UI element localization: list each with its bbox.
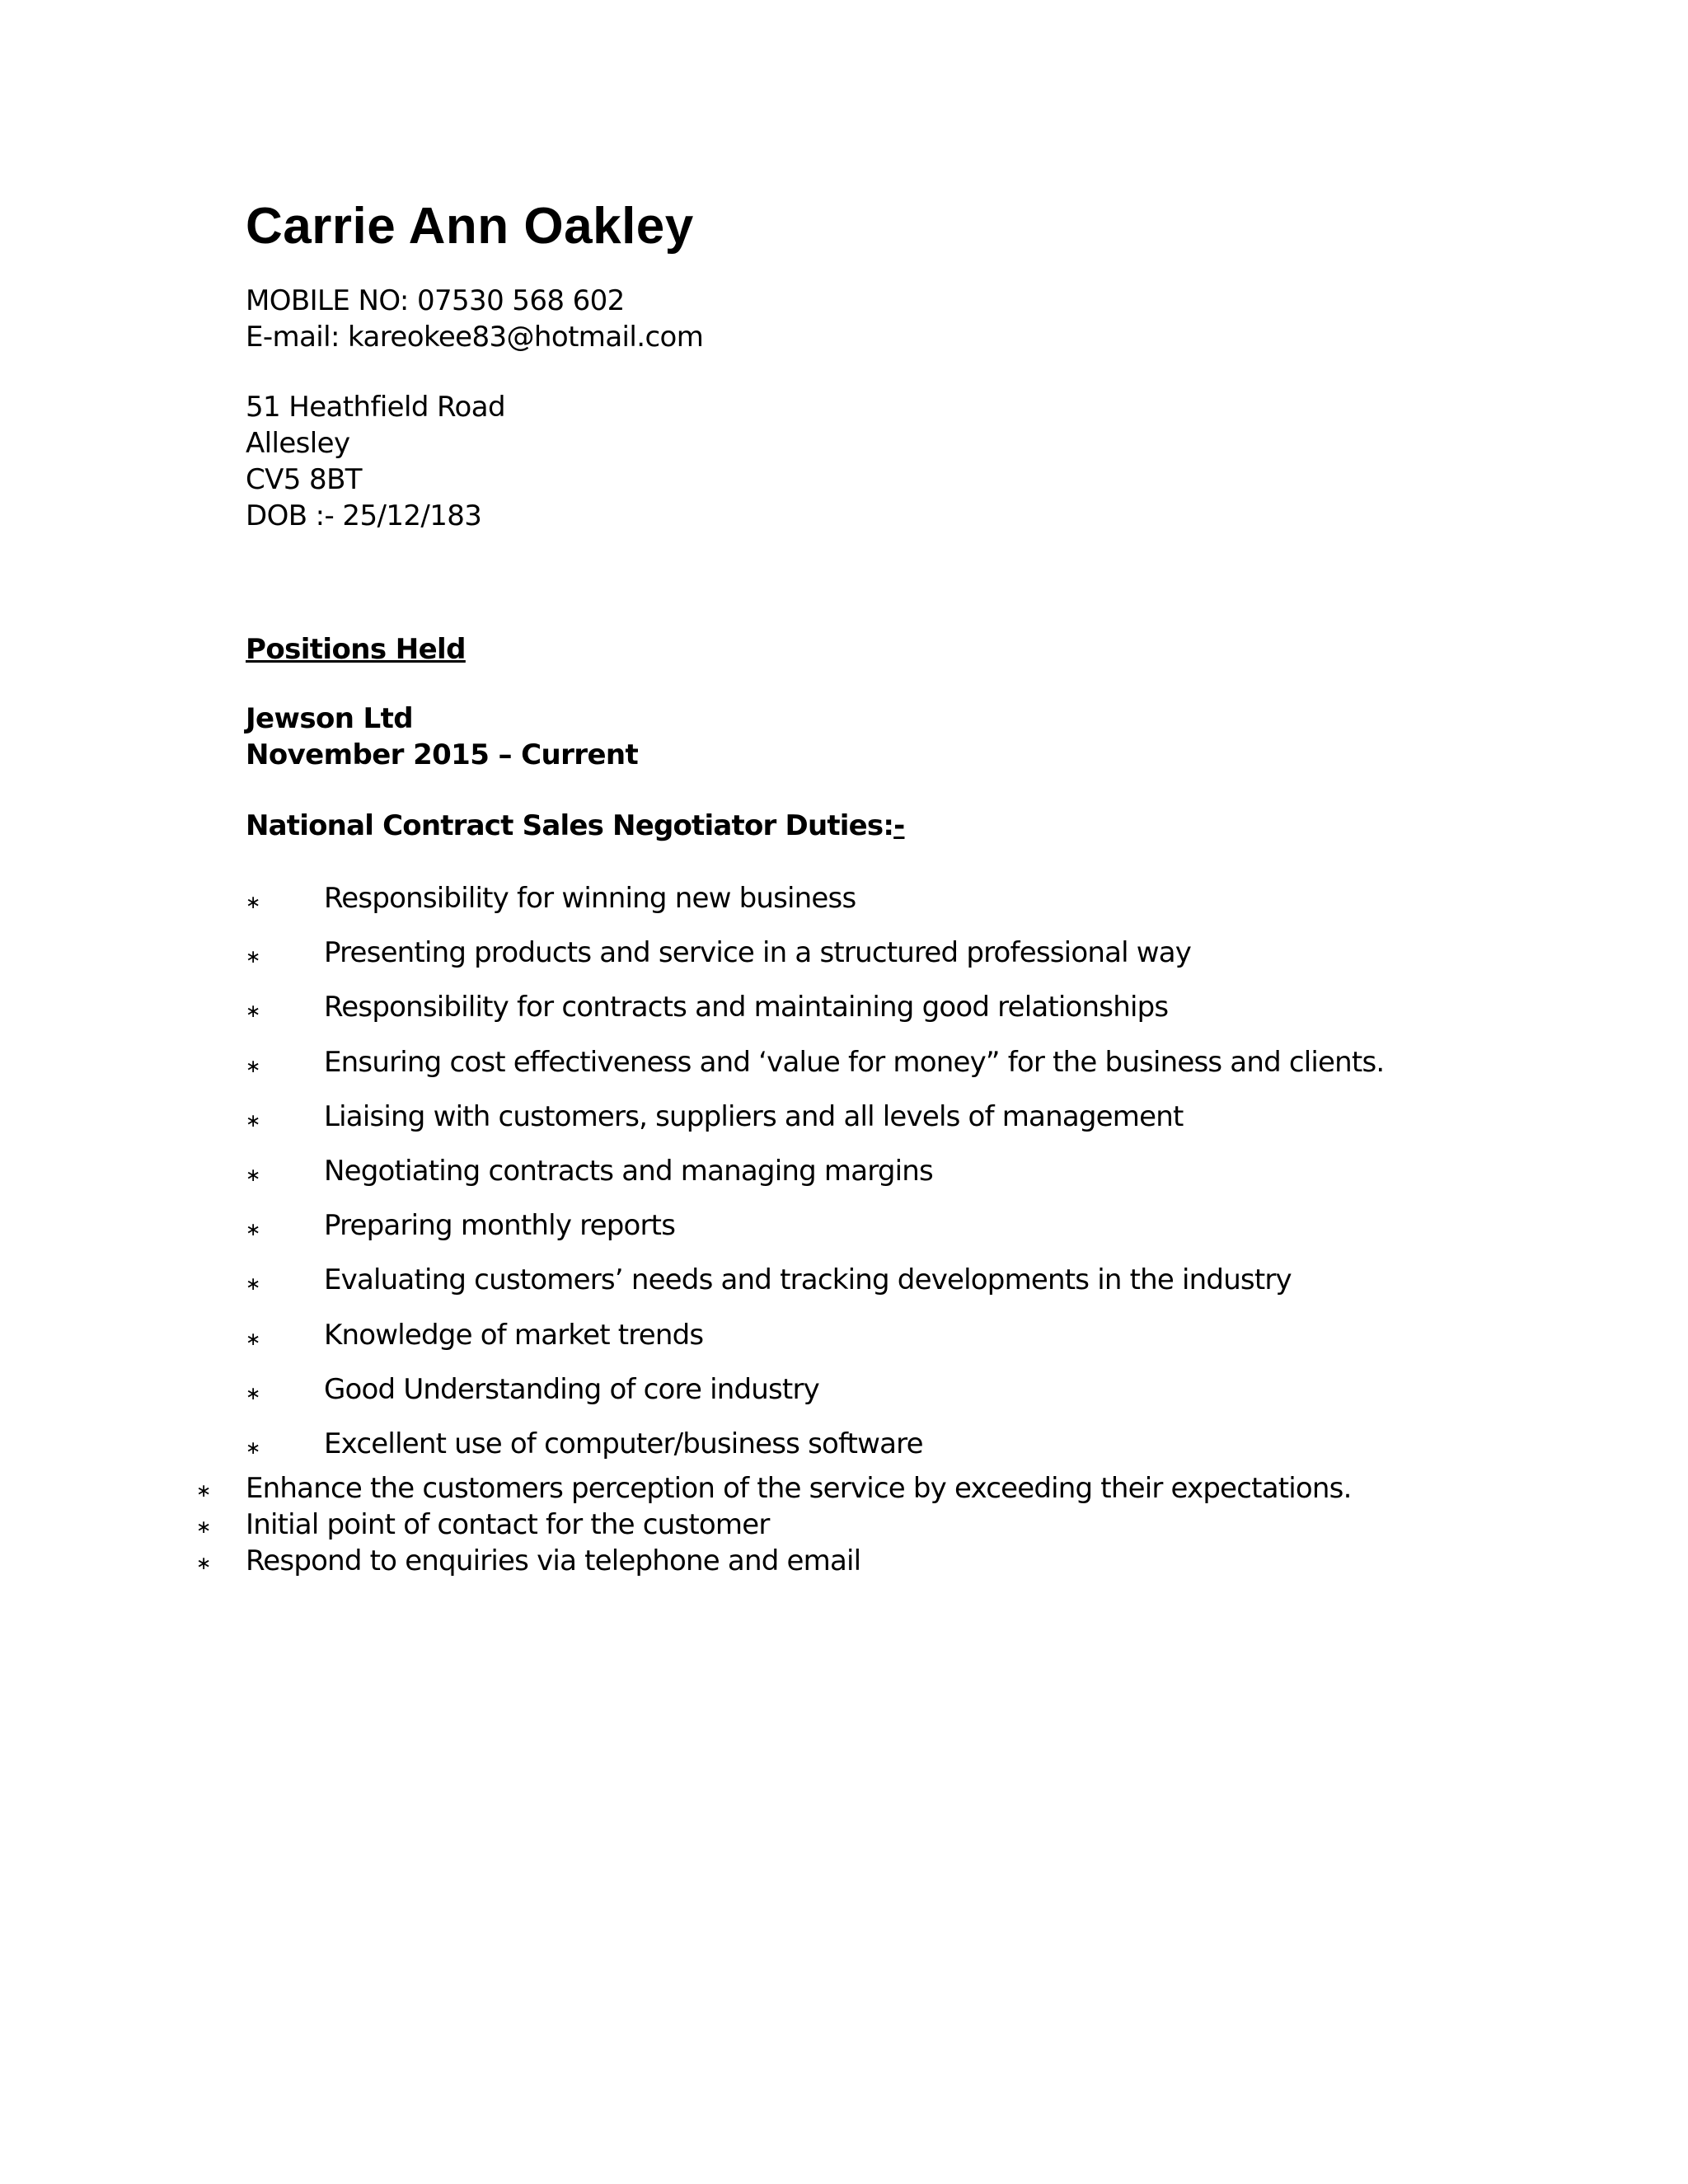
asterisk-bullet-icon: ∗ (246, 1220, 260, 1241)
candidate-name: Carrie Ann Oakley (246, 198, 694, 255)
duty-text: Liaising with customers, suppliers and all levels of management (324, 1099, 1184, 1133)
postal-address (246, 389, 505, 534)
duty-item (246, 1153, 1482, 1207)
duty-item (246, 1099, 1482, 1153)
duty-item (246, 989, 1482, 1043)
duty-text: Good Understanding of core industry (324, 1372, 819, 1406)
duty-text: Negotiating contracts and managing margins (324, 1154, 933, 1188)
asterisk-bullet-icon: ∗ (246, 1274, 260, 1296)
asterisk-bullet-icon: ∗ (246, 1329, 260, 1350)
duty-text: Responsibility for winning new business (324, 882, 856, 915)
duty-text: Preparing monthly reports (324, 1209, 676, 1243)
additional-duty-item (196, 1507, 1432, 1543)
contact-details (246, 283, 703, 355)
duties-list (246, 880, 1482, 1480)
duty-item (246, 1317, 1482, 1371)
asterisk-bullet-icon: ∗ (196, 1554, 211, 1574)
additional-duties-list (196, 1470, 1432, 1579)
duty-text: Presenting products and service in a structured professional way (324, 936, 1192, 970)
additional-duty-item (196, 1470, 1432, 1507)
duty-item (246, 1207, 1482, 1262)
asterisk-bullet-icon: ∗ (246, 1165, 260, 1186)
address-postcode: CV5 8BT (246, 463, 362, 496)
employer-name: Jewson Ltd (246, 702, 414, 735)
additional-duty-text: Enhance the customers perception of the service by exceeding their expectations. (246, 1472, 1352, 1505)
asterisk-bullet-icon: ∗ (196, 1481, 211, 1502)
email-address: E-mail: kareokee83@hotmail.com (246, 321, 704, 354)
asterisk-bullet-icon: ∗ (246, 1437, 260, 1459)
employment-dates: November 2015 – Current (246, 738, 639, 771)
duty-text: Ensuring cost effectiveness and ‘value for money” for the business and clients. (324, 1045, 1385, 1079)
asterisk-bullet-icon: ∗ (246, 1383, 260, 1404)
additional-duty-item (196, 1543, 1432, 1579)
duty-text: Evaluating customers’ needs and tracking developments in the industry (324, 1263, 1292, 1297)
duty-text: Knowledge of market trends (324, 1318, 704, 1352)
mobile-number: MOBILE NO: 07530 568 602 (246, 284, 625, 317)
duty-item (246, 880, 1482, 935)
asterisk-bullet-icon: ∗ (196, 1517, 211, 1538)
duty-text: Responsibility for contracts and maintaining good relationships (324, 991, 1169, 1024)
address-street: 51 Heathfield Road (246, 391, 505, 424)
duty-item (246, 1262, 1482, 1316)
duty-item (246, 1371, 1482, 1426)
asterisk-bullet-icon: ∗ (246, 1056, 260, 1077)
asterisk-bullet-icon: ∗ (246, 1110, 260, 1132)
duty-item (246, 1044, 1482, 1099)
role-title (246, 808, 904, 844)
duty-text: Excellent use of computer/business software (324, 1427, 923, 1460)
additional-duty-text: Initial point of contact for the customer (246, 1508, 770, 1541)
asterisk-bullet-icon: ∗ (246, 893, 260, 913)
additional-duty-text: Respond to enquiries via telephone and email (246, 1544, 861, 1577)
positions-held-heading: Positions Held (246, 633, 466, 666)
address-town: Allesley (246, 427, 350, 460)
role-title-text: National Contract Sales Negotiator Duties: (246, 809, 894, 842)
date-of-birth: DOB :- 25/12/183 (246, 499, 482, 532)
role-title-dash: - (893, 809, 905, 842)
duty-item (246, 935, 1482, 989)
asterisk-bullet-icon: ∗ (246, 947, 260, 968)
employer-block (246, 701, 638, 773)
asterisk-bullet-icon: ∗ (246, 1001, 260, 1023)
